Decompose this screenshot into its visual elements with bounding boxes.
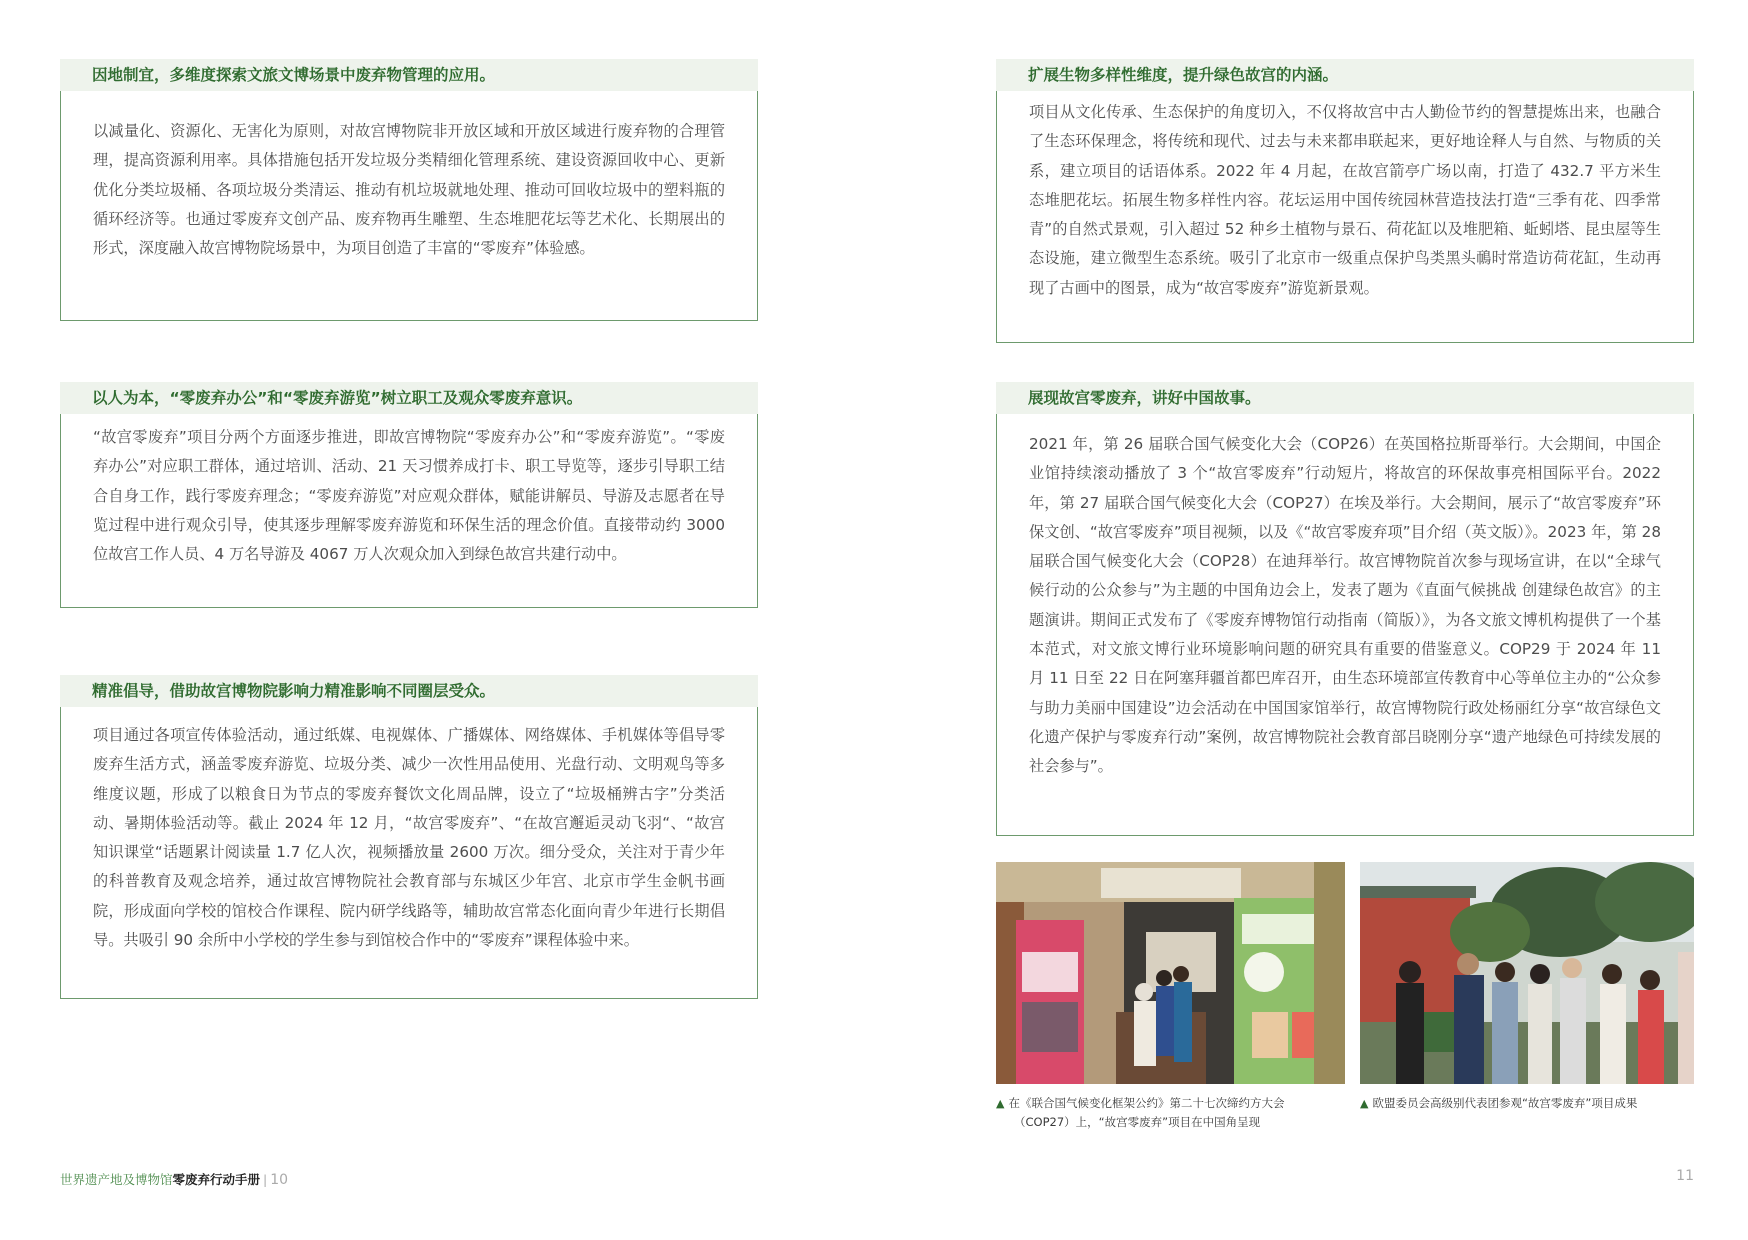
footer-title: 零废弃行动手册: [172, 1172, 261, 1187]
section-body: 项目通过各项宣传体验活动，通过纸媒、电视媒体、广播媒体、网络媒体、手机媒体等倡导零废弃生活方式，涵盖零废弃游览、垃圾分类、减少一次性用品使用、光盘行动、文明观鸟等多维度议题，形成了以粮食日为节点的零废弃餐饮文化周品牌，设立了“垃圾桶辨古字”分类活动、暑期体验活动等。截止 2024 年 12 月，“故宫零废弃”、“在故宫邂逅灵动飞羽“、“故宫知识课堂“话题累计阅读量 1.7 亿人次，视频播放量 2600 万次。细分受众，关注对于青少年的科普教育及观念培养，通过故宫博物院社会教育部与东城区少年宫、北京市学生金帆书画院，形成面向学校的馆校合作课程、院内研学线路等，辅助故宫常态化面向青少年进行长期倡导。共吸引 90 余所中小学校的学生参与到馆校合作中的“零废弃”课程体验中来。: [60, 707, 758, 999]
exhibition-photo-illustration: [996, 862, 1345, 1084]
exhibition-photo: [996, 862, 1345, 1084]
section-waste-management: [60, 59, 758, 321]
section-heading: 展现故宫零废弃，讲好中国故事。: [996, 382, 1694, 414]
section-body: 项目从文化传承、生态保护的角度切入，不仅将故宫中古人勤俭节约的智慧提炼出来，也融合了生态环保理念，将传统和现代、过去与未来都串联起来，更好地诠释人与自然、与物质的关系，建立项目的话语体系。2022 年 4 月起，在故宫箭亭广场以南，打造了 432.7 平方米生态堆肥花坛。拓展生物多样性内容。花坛运用中国传统园林营造技法打造“三季有花、四季常青”的自然式景观，引入超过 52 种乡土植物与景石、荷花缸以及堆肥箱、蚯蚓塔、昆虫屋等生态设施，建立微型生态系统。吸引了北京市一级重点保护鸟类黑头鳾时常造访荷花缸，生动再现了古画中的图景，成为“故宫零废弃”游览新景观。: [996, 91, 1694, 343]
caption-text: 在《联合国气候变化框架公约》第二十七次缔约方大会: [1008, 1096, 1285, 1110]
triangle-icon: ▲: [1360, 1097, 1369, 1110]
section-body: “故宫零废弃”项目分两个方面逐步推进，即故宫博物院“零废弃办公”和“零废弃游览”。“零废弃办公”对应职工群体，通过培训、活动、21 天习惯养成打卡、职工导览等，逐步引导职工结合自身工作，践行零废弃理念；“零废弃游览”对应观众群体，赋能讲解员、导游及志愿者在导览过程中进行观众引导，使其逐步理解零废弃游览和环保生活的理念价值。直接带动约 3000 位故宫工作人员、4 万名导游及 4067 万人次观众加入到绿色故宫共建行动中。: [60, 414, 758, 608]
triangle-icon: ▲: [996, 1097, 1005, 1110]
section-heading: 因地制宜，多维度探索文旅文博场景中废弃物管理的应用。: [60, 59, 758, 91]
caption-line: [996, 1113, 1356, 1131]
delegation-photo-illustration: [1360, 862, 1694, 1084]
section-body: 以减量化、资源化、无害化为原则，对故宫博物院非开放区域和开放区域进行废弃物的合理管理，提高资源利用率。具体措施包括开发垃圾分类精细化管理系统、建设资源回收中心、更新优化分类垃圾桶、各项垃圾分类清运、推动有机垃圾就地处理、推动可回收垃圾中的塑料瓶的循环经济等。也通过零废弃文创产品、废弃物再生雕塑、生态堆肥花坛等艺术化、长期展出的形式，深度融入故宫博物院场景中，为项目创造了丰富的“零废弃”体验感。: [60, 91, 758, 321]
footer-series: 世界遗产地及博物馆: [60, 1172, 173, 1187]
section-people-oriented: [60, 382, 758, 608]
caption-text: 欧盟委员会高级别代表团参观“故宫零废弃”项目成果: [1372, 1096, 1638, 1110]
page-number-left: 10: [270, 1172, 289, 1188]
photo-caption-delegation: [1360, 1094, 1700, 1113]
delegation-photo: [1360, 862, 1694, 1084]
section-heading: 以人为本，“零废弃办公”和“零废弃游览”树立职工及观众零废弃意识。: [60, 382, 758, 414]
footer-divider: |: [263, 1172, 268, 1187]
caption-text: （COP27）上，“故宫零废弃”项目在中国角呈现: [1014, 1115, 1261, 1129]
section-heading: 扩展生物多样性维度，提升绿色故宫的内涵。: [996, 59, 1694, 91]
section-precise-advocacy: [60, 675, 758, 999]
section-heading: 精准倡导，借助故宫博物院影响力精准影响不同圈层受众。: [60, 675, 758, 707]
footer-left: [60, 1170, 288, 1188]
page-number-right: 11: [1676, 1168, 1694, 1184]
section-biodiversity: [996, 59, 1694, 343]
photo-caption-exhibition: [996, 1094, 1356, 1131]
caption-line: [1360, 1094, 1700, 1113]
section-china-story: [996, 382, 1694, 836]
caption-line: [996, 1094, 1356, 1113]
section-body: 2021 年，第 26 届联合国气候变化大会（COP26）在英国格拉斯哥举行。大会期间，中国企业馆持续滚动播放了 3 个“故宫零废弃”行动短片，将故宫的环保故事亮相国际平台。2022 年，第 27 届联合国气候变化大会（COP27）在埃及举行。大会期间，展示了“故宫零废弃”环保文创、“故宫零废弃”项目视频，以及《“故宫零废弃项”目介绍（英文版）》。2023 年，第 28 届联合国气候变化大会（COP28）在迪拜举行。故宫博物院首次参与现场宣讲，在以“全球气候行动的公众参与”为主题的中国角边会上，发表了题为《直面气候挑战 创建绿色故宫》的主题演讲。期间正式发布了《零废弃博物馆行动指南（简版）》，为各文旅文博机构提供了一个基本范式，对文旅文博行业环境影响问题的研究具有重要的借鉴意义。COP29 于 2024 年 11 月 11 日至 22 日在阿塞拜疆首都巴库召开，由生态环境部宣传教育中心等单位主办的“公众参与助力美丽中国建设”边会活动在中国国家馆举行，故宫博物院行政处杨丽红分享“故宫绿色文化遗产保护与零废弃行动”案例，故宫博物院社会教育部吕晓刚分享“遗产地绿色可持续发展的社会参与”。: [996, 414, 1694, 836]
